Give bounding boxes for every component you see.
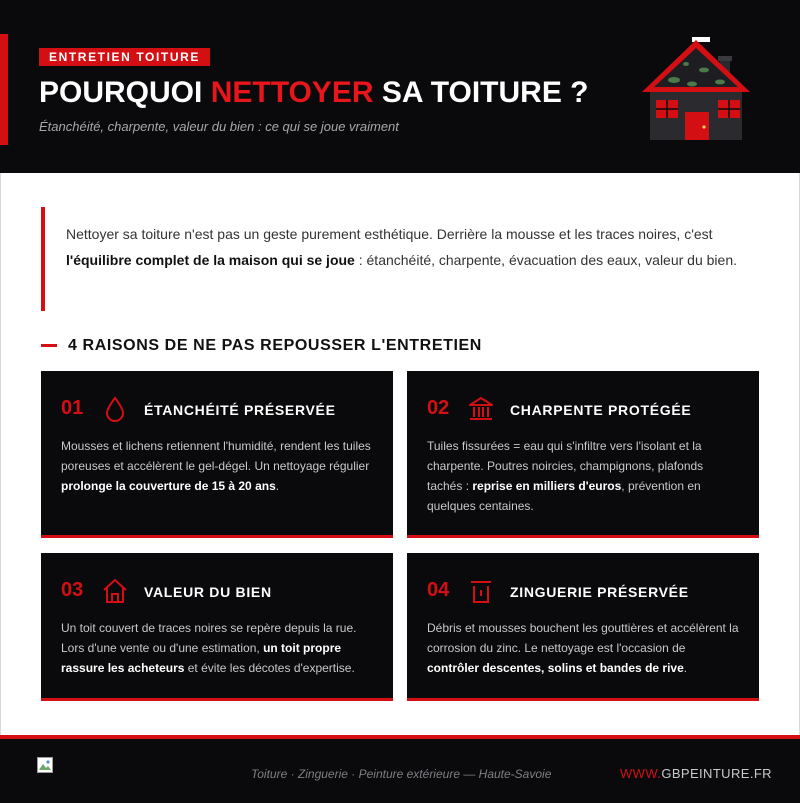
page-title: [39, 76, 589, 110]
section-title: 4 RAISONS DE NE PAS REPOUSSER L'ENTRETIEN: [68, 337, 482, 354]
card-text: [61, 618, 373, 678]
title-part2: SA TOITURE ?: [373, 76, 589, 109]
card-text-start: Un toit couvert de traces noires se repère depuis la rue. Lors d'une vente ou d'une estimation,: [61, 621, 357, 655]
card-text-emphasis: un toit propre rassure les acheteurs: [61, 641, 342, 675]
card-number: 02: [427, 397, 450, 419]
card-number: 04: [427, 579, 450, 601]
card-text-emphasis: contrôler descentes, solins et bandes de rive: [427, 661, 684, 675]
header-accent-bar: [0, 34, 8, 145]
card-text: [427, 436, 739, 516]
card-text-emphasis: reprise en milliers d'euros: [472, 479, 622, 493]
card-text-start: Débris et mousses bouchent les gouttières et accélèrent la corrosion du zinc. Le nettoyage est l'occasion de: [427, 621, 739, 655]
card-number: 01: [61, 397, 84, 419]
website-domain: GBPEINTURE.FR: [661, 766, 772, 781]
gutter-icon: [467, 577, 495, 605]
card-text-emphasis: prolonge la couverture de 15 à 20 ans: [61, 479, 276, 493]
category-tag: ENTRETIEN TOITURE: [39, 48, 210, 66]
card-number: 03: [61, 579, 84, 601]
header-banner: [0, 0, 800, 173]
card-text: [427, 618, 739, 678]
title-part1: POURQUOI: [39, 76, 211, 109]
card-text-start: Mousses et lichens retiennent l'humidité, rendent les tuiles poreuses et accélèrent le gel-dégel. Un nettoyage régulier: [61, 439, 371, 473]
card-title: ZINGUERIE PRÉSERVÉE: [510, 584, 689, 600]
section-dash: [41, 344, 57, 347]
card-title: CHARPENTE PROTÉGÉE: [510, 402, 692, 418]
reason-card-waterproofing: [41, 371, 393, 538]
house-value-icon: [101, 577, 129, 605]
house-icon: [636, 36, 756, 144]
title-highlight: NETTOYER: [210, 76, 374, 109]
intro-block: [41, 207, 741, 311]
intro-text: [66, 221, 746, 273]
broken-image-icon: [37, 757, 53, 773]
building-frame-icon: [467, 395, 495, 423]
footer-bar: [0, 735, 800, 803]
intro-text-start: Nettoyer sa toiture n'est pas un geste purement esthétique. Derrière la mousse et les traces noires, c'est: [66, 226, 713, 242]
website-prefix: WWW.: [620, 766, 662, 781]
footer-tagline: Toiture · Zinguerie · Peinture extérieure — Haute-Savoie: [251, 767, 552, 781]
card-text-end: .: [275, 479, 280, 493]
card-text-end: .: [683, 661, 688, 675]
water-drop-icon: [101, 395, 129, 423]
intro-text-end: : étanchéité, charpente, évacuation des eaux, valeur du bien.: [354, 252, 737, 268]
card-title: ÉTANCHÉITÉ PRÉSERVÉE: [144, 402, 336, 418]
website-link[interactable]: [620, 766, 772, 781]
card-text-end: , prévention en quelques centaines.: [427, 479, 701, 513]
page-subtitle: Étanchéité, charpente, valeur du bien : ce qui se joue vraiment: [39, 119, 399, 134]
reason-card-property-value: [41, 553, 393, 701]
reason-card-frame: [407, 371, 759, 538]
card-text-start: Tuiles fissurées = eau qui s'infiltre vers l'isolant et la charpente. Poutres noircies, champignons, plafonds tachés :: [427, 439, 704, 493]
card-text: [61, 436, 373, 496]
intro-text-emphasis: l'équilibre complet de la maison qui se joue: [66, 252, 355, 268]
reason-card-zinc-work: [407, 553, 759, 701]
card-title: VALEUR DU BIEN: [144, 584, 272, 600]
card-text-end: et évite les décotes d'expertise.: [184, 661, 355, 675]
